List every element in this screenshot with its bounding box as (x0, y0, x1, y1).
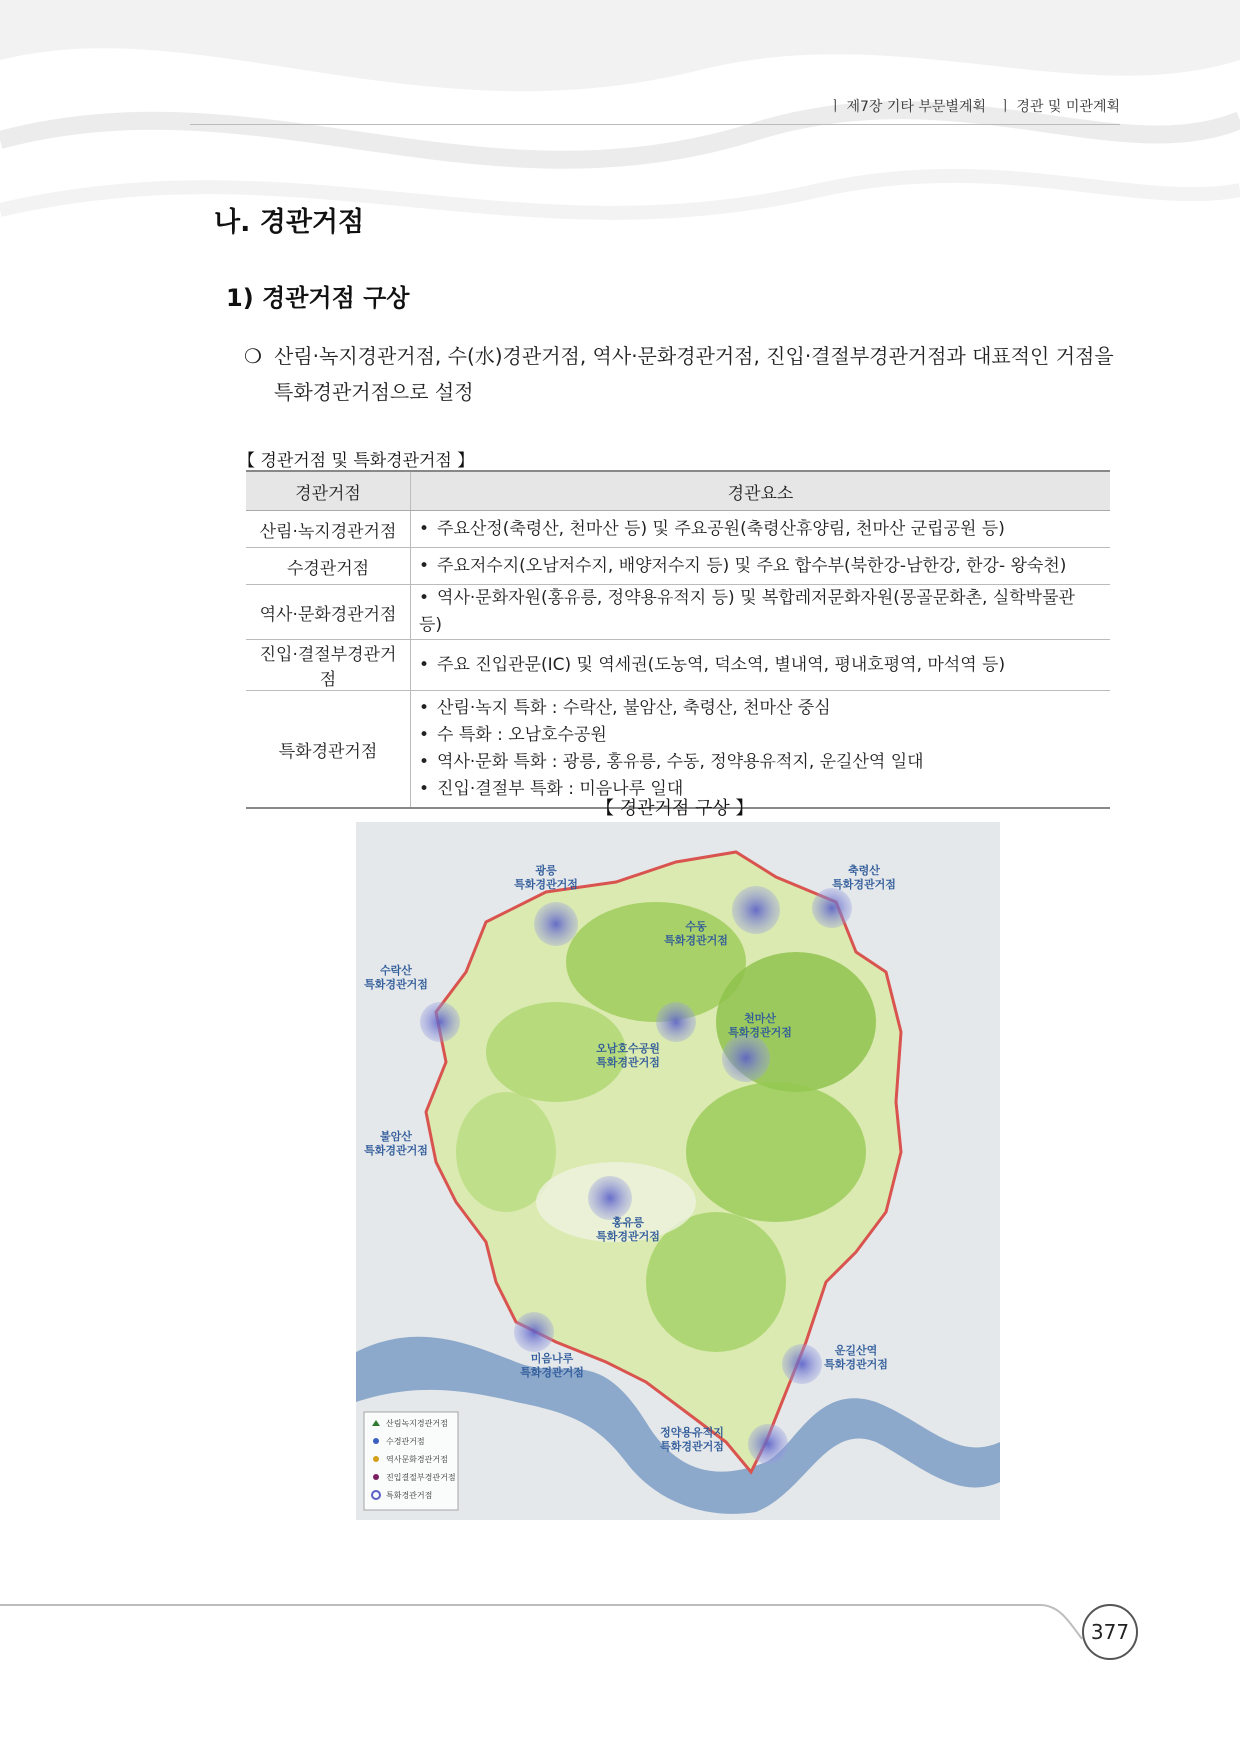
hub-label: 특화경관거점 (520, 1366, 584, 1379)
hub-label: 특화경관거점 (660, 1440, 724, 1453)
legend-label: 산림녹지경관거점 (386, 1419, 448, 1428)
culture-dot-icon (373, 1456, 379, 1462)
hub-label: 특화경관거점 (824, 1358, 888, 1371)
hub-label: 운길산역 (834, 1344, 878, 1357)
hub-label: 특화경관거점 (728, 1026, 792, 1039)
table-row (246, 511, 1110, 548)
hub-circle-gwangneung (534, 902, 578, 946)
hub-label: 광릉 (535, 864, 557, 877)
table-header-elements: 경관요소 (411, 471, 1111, 511)
hub-label: 특화경관거점 (596, 1230, 660, 1243)
table-row (246, 691, 1110, 809)
section-title: 나. 경관거점 (214, 207, 365, 238)
running-header (190, 96, 1120, 124)
row-item: • 주요산정(축령산, 천마산 등) 및 주요공원(축령산휴양림, 천마산 군립공원 등) (419, 516, 1102, 543)
gateway-dot-icon (373, 1474, 379, 1480)
row-name: 특화경관거점 (246, 691, 411, 809)
row-item: • 주요저수지(오남저수지, 배양저수지 등) 및 주요 합수부(북한강-남한강, 한강- 왕숙천) (419, 553, 1102, 580)
hub-label: 축령산 (848, 864, 880, 877)
figure-caption: 【 경관거점 구상 】 (596, 798, 754, 819)
page-number: 377 (1082, 1604, 1138, 1660)
hub-label: 특화경관거점 (596, 1056, 660, 1069)
water-dot-icon (373, 1438, 379, 1444)
landscape-hub-table (246, 470, 1110, 809)
row-item: • 역사·문화자원(홍유릉, 정약용유적지 등) 및 복합레저문화자원(몽골문화촌, 실학박물관 등) (419, 585, 1102, 639)
row-item: • 역사·문화 특화 : 광릉, 홍유릉, 수동, 정약용유적지, 운길산역 일대 (419, 749, 1102, 776)
legend-label: 수경관거점 (386, 1437, 425, 1446)
table-row (246, 585, 1110, 640)
legend-label: 진입결절부경관거점 (386, 1473, 456, 1482)
hub-label: 특화경관거점 (832, 878, 896, 891)
table-row (246, 640, 1110, 691)
forest-patch (646, 1212, 786, 1352)
row-elements (411, 691, 1111, 809)
row-elements (411, 548, 1111, 585)
table-row (246, 548, 1110, 585)
hub-circle-ungilsan (782, 1344, 822, 1384)
hub-label: 수동 (685, 920, 707, 933)
intro-paragraph (244, 338, 1124, 410)
hub-circle-suraksan (420, 1002, 460, 1042)
row-item: • 주요 진입관문(IC) 및 역세권(도농역, 덕소역, 별내역, 평내호평역, 마석역 등) (419, 652, 1102, 679)
header-section: ㅣ 경관 및 미관계획 (998, 99, 1120, 115)
table-header-row (246, 471, 1110, 511)
table-header-hub: 경관거점 (246, 471, 411, 511)
row-elements (411, 585, 1111, 640)
hub-label: 천마산 (744, 1012, 776, 1025)
paragraph-text: 산림·녹지경관거점, 수(水)경관거점, 역사·문화경관거점, 진입·결절부경관거점과 대표적인 거점을 특화경관거점으로 설정 (274, 344, 1114, 404)
header-chapter: ㅣ 제7장 기타 부문별계획 (828, 99, 986, 115)
hub-label: 오남호수공원 (596, 1042, 660, 1055)
hub-label: 특화경관거점 (514, 878, 578, 891)
hub-label: 특화경관거점 (364, 978, 428, 991)
row-elements (411, 640, 1111, 691)
row-name: 수경관거점 (246, 548, 411, 585)
table-caption: 【 경관거점 및 특화경관거점 】 (238, 451, 475, 471)
row-name: 산림·녹지경관거점 (246, 511, 411, 548)
hub-label: 미음나루 (530, 1352, 574, 1365)
hub-label: 홍유릉 (612, 1216, 644, 1229)
hub-label: 수락산 (380, 964, 412, 977)
hub-label: 특화경관거점 (364, 1144, 428, 1157)
hub-circle-chungnyeongsan (812, 888, 852, 928)
hub-circle-sudong (732, 886, 780, 934)
row-name: 진입·결절부경관거점 (246, 640, 411, 691)
map-legend (364, 1412, 458, 1510)
hub-label: 특화경관거점 (664, 934, 728, 947)
hub-circle-onam (656, 1002, 696, 1042)
header-divider (190, 124, 1120, 125)
row-elements (411, 511, 1111, 548)
row-item: • 수 특화 : 오남호수공원 (419, 722, 1102, 749)
forest-patch (686, 1082, 866, 1222)
header-wave-background (0, 0, 1240, 300)
legend-label: 역사문화경관거점 (386, 1455, 448, 1464)
legend-label: 특화경관거점 (386, 1491, 433, 1500)
row-item: • 진입·결절부 특화 : 미음나루 일대 (419, 776, 1102, 803)
subsection-title: 1) 경관거점 구상 (226, 284, 410, 312)
row-name: 역사·문화경관거점 (246, 585, 411, 640)
hub-circle-mieumnaru (514, 1312, 554, 1352)
hub-circle-cheonmasan (722, 1034, 770, 1082)
hub-label: 정약용유적지 (660, 1426, 724, 1439)
landscape-hub-map (356, 822, 1000, 1520)
row-item: • 산림·녹지 특화 : 수락산, 불암산, 축령산, 천마산 중심 (419, 695, 1102, 722)
hub-circle-jeongyakyong (748, 1424, 788, 1464)
hub-circle-hongyureung (588, 1176, 632, 1220)
footer-divider (0, 1603, 1240, 1643)
circle-bullet-icon: ❍ (244, 344, 262, 368)
hub-label: 불암산 (380, 1130, 412, 1143)
